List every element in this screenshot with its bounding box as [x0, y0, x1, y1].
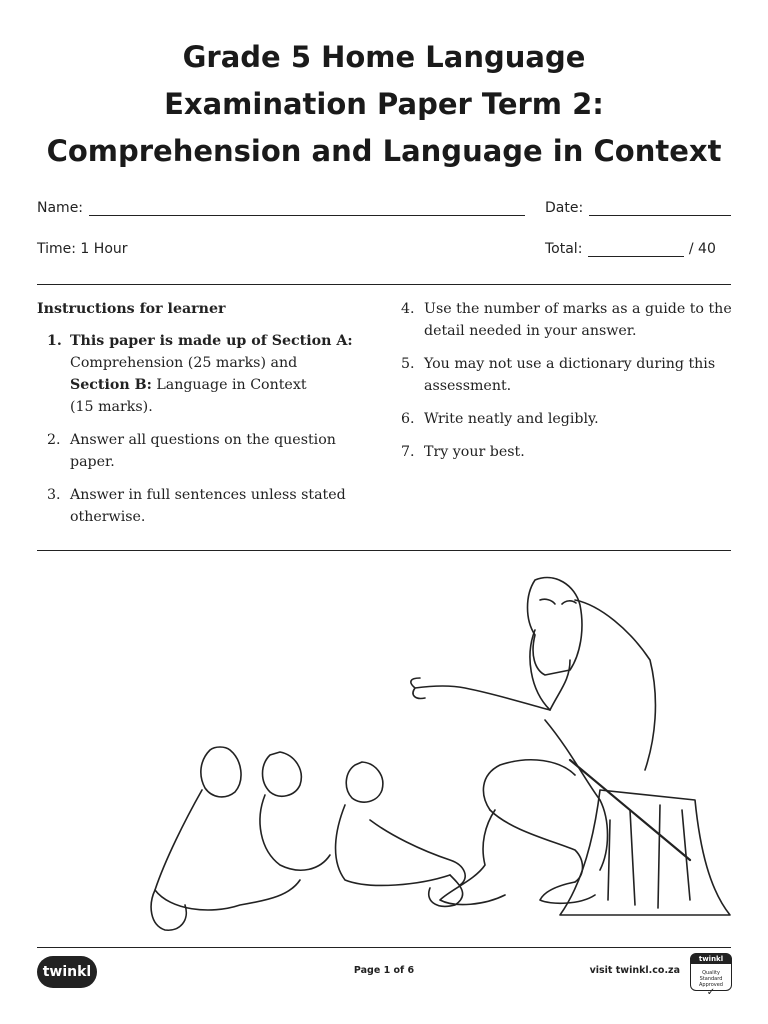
instruction-6-text: Write neatly and legibly.	[424, 411, 599, 427]
instruction-number-7: 7.	[401, 444, 415, 460]
date-label: Date:	[545, 200, 584, 216]
title-line-1: Grade 5 Home Language	[182, 40, 586, 74]
old-man-figure	[411, 578, 690, 905]
tree-stump	[560, 790, 730, 915]
name-field	[37, 200, 525, 216]
badge-line-2: Approved	[699, 982, 723, 988]
instruction-item-6	[391, 408, 736, 430]
visit-link[interactable]: visit twinkl.co.za	[589, 965, 680, 976]
date-input-line[interactable]	[589, 201, 731, 216]
instruction-3-text: Answer in full sentences unless stated otherwise.	[70, 487, 346, 525]
children-figures	[151, 747, 465, 930]
instruction-1-text-a: Comprehension (25 marks) and	[70, 355, 298, 371]
title-line-2: Examination Paper Term 2:	[164, 87, 604, 121]
instruction-item-7	[391, 441, 736, 463]
storyteller-with-children-illustration	[130, 560, 750, 945]
divider-middle	[37, 550, 731, 551]
divider-top	[37, 284, 731, 285]
instruction-item-5	[391, 353, 736, 397]
instructions-left	[37, 298, 367, 539]
instruction-1-text-b: Language in Context	[151, 377, 307, 393]
instruction-1-bold-b: Section B:	[70, 377, 152, 393]
checkmark-icon: ✓	[706, 987, 716, 998]
date-field	[545, 200, 731, 216]
twinkl-logo: twinkl	[37, 956, 97, 988]
instruction-number-3: 3.	[47, 487, 61, 503]
instruction-number-5: 5.	[401, 356, 415, 372]
total-suffix: / 40	[688, 241, 716, 257]
footer-divider	[37, 947, 731, 948]
page-number: Page 1 of 6	[353, 965, 415, 976]
badge-line-1: Quality Standard	[699, 970, 723, 982]
total-field	[545, 241, 716, 257]
quality-standard-badge	[690, 953, 732, 998]
instruction-1-text-c: (15 marks).	[70, 399, 153, 415]
title-line-3: Comprehension and Language in Context	[46, 134, 722, 168]
instruction-number-1: 1.	[47, 333, 62, 349]
name-label: Name:	[37, 200, 84, 216]
instruction-number-2: 2.	[47, 432, 61, 448]
instruction-item-1	[37, 330, 367, 418]
badge-title: twinkl	[691, 954, 731, 964]
instruction-number-4: 4.	[401, 301, 415, 317]
name-input-line[interactable]	[89, 201, 525, 216]
instructions-heading: Instructions for learner	[37, 301, 226, 317]
instructions-list-left	[37, 330, 367, 528]
time-field: Time: 1 Hour	[37, 241, 128, 257]
instruction-7-text: Try your best.	[424, 444, 525, 460]
instruction-4-text: Use the number of marks as a guide to the detail needed in your answer.	[424, 301, 732, 339]
instructions-list-right	[391, 298, 736, 463]
total-label: Total:	[545, 241, 583, 257]
instruction-item-2	[37, 429, 367, 473]
page-title	[0, 34, 768, 175]
instruction-5-text: You may not use a dictionary during this assessment.	[424, 356, 716, 394]
total-input-line[interactable]	[588, 242, 684, 257]
instruction-2-text: Answer all questions on the question paper.	[70, 432, 336, 470]
instruction-number-6: 6.	[401, 411, 415, 427]
instructions-right	[391, 298, 736, 474]
instruction-item-3	[37, 484, 367, 528]
instruction-item-4	[391, 298, 736, 342]
instruction-1-bold-a: This paper is made up of Section A:	[70, 333, 353, 349]
